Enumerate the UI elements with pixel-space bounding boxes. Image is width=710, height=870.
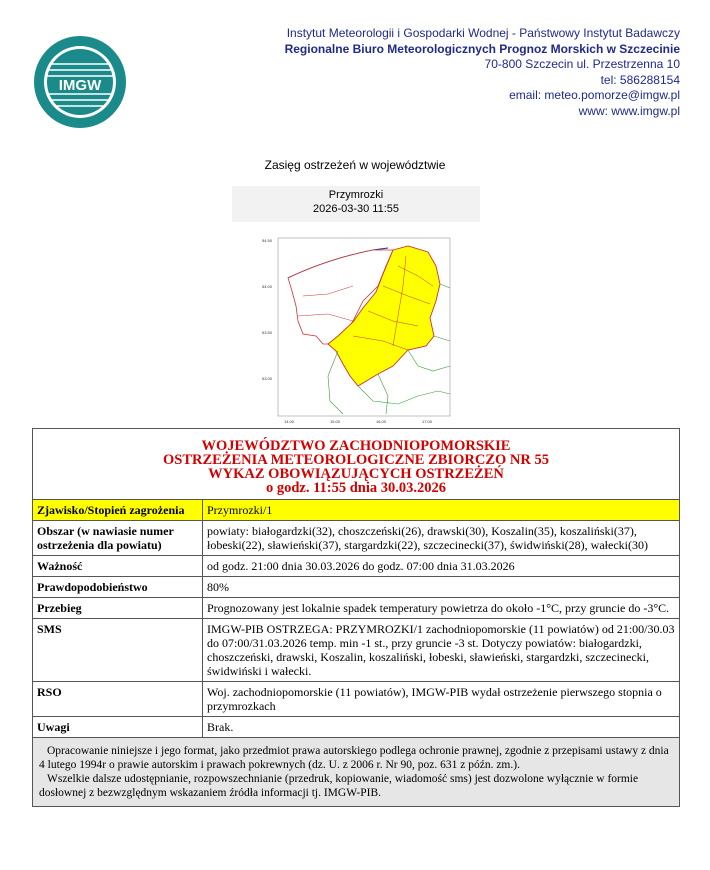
range-title: Zasięg ostrzeżeń w województwie xyxy=(264,158,446,172)
header-email[interactable]: email: meteo.pomorze@imgw.pl xyxy=(509,88,680,102)
svg-text:17.00: 17.00 xyxy=(422,419,433,424)
title-line-time: o godz. 11:55 dnia 30.03.2026 xyxy=(265,480,447,496)
row-value: od godz. 21:00 dnia 30.03.2026 do godz. 07:00 dnia 31.03.2026 xyxy=(203,556,680,577)
svg-text:15.00: 15.00 xyxy=(330,419,341,424)
title-line-number: OSTRZEŻENIA METEOROLOGICZNE ZBIORCZO NR 55 xyxy=(163,452,549,468)
table-row xyxy=(33,500,680,521)
row-label: Zjawisko/Stopień zagrożenia xyxy=(33,500,203,521)
svg-text:IMGW: IMGW xyxy=(58,77,102,94)
row-value: powiaty: białogardzki(32), choszczeński(26), drawski(30), Koszalin(35), koszaliński(37), łobeski(22), sławieński(37), stargardzki(22), szczecinecki(37), świdwiński(28), wałecki(30) xyxy=(203,521,680,556)
row-label: Uwagi xyxy=(33,717,203,738)
svg-text:14.00: 14.00 xyxy=(284,419,295,424)
warning-title xyxy=(33,429,680,500)
svg-text:54.50: 54.50 xyxy=(262,238,273,243)
title-line-region: WOJEWÓDZTWO ZACHODNIOPOMORSKIE xyxy=(201,438,511,454)
svg-text:16.00: 16.00 xyxy=(376,419,387,424)
table-row xyxy=(33,577,680,598)
table-row xyxy=(33,619,680,682)
row-label: SMS xyxy=(33,619,203,682)
table-row xyxy=(33,598,680,619)
row-value: Przymrozki/1 xyxy=(203,500,680,521)
header-phone: tel: 586288154 xyxy=(600,72,680,87)
row-value: Prognozowany jest lokalnie spadek temperatury powietrza do około -1°C, przy gruncie do -3°C. xyxy=(203,598,680,619)
header-institute-name: Instytut Meteorologii i Gospodarki Wodnej - Państwowy Instytut Badawczy xyxy=(286,26,680,40)
title-line-list: WYKAZ OBOWIĄZUJĄCYCH OSTRZEŻEŃ xyxy=(208,466,504,482)
row-label: RSO xyxy=(33,682,203,717)
row-value: IMGW-PIB OSTRZEGA: PRZYMROZKI/1 zachodniopomorskie (11 powiatów) od 21:00/30.03 do 07:00/31.03.2026 temp. min -1 st., przy gruncie -3 st. Dotyczy powiatów: białogardzki, choszczeński, drawski, Koszalin, koszaliński, łobeski, sławieński, stargardzki, szczecinecki, świdwiński i wałecki. xyxy=(203,619,680,682)
copyright-notice xyxy=(33,738,680,807)
map-datetime: 2026-03-30 11:55 xyxy=(312,203,400,215)
warning-table xyxy=(32,428,680,807)
row-label: Przebieg xyxy=(33,598,203,619)
row-label: Obszar (w nawiasie numer ostrzeżenia dla powiatu) xyxy=(33,521,203,556)
row-value: 80% xyxy=(203,577,680,598)
redistribution-paragraph: Wszelkie dalsze udostępnianie, rozpowszechnianie (przedruk, kopiowanie, wiadomość sms) jest dozwolone wyłącznie w formie dosłownej z bezwzględnym wskazaniem źródła informacji tj. IMGW-PIB. xyxy=(39,773,639,799)
header-website[interactable]: www: www.imgw.pl xyxy=(578,103,680,118)
svg-text:53.00: 53.00 xyxy=(262,376,273,381)
table-row xyxy=(33,521,680,556)
map-caption xyxy=(232,186,480,222)
header-address: 70-800 Szczecin ul. Przestrzenna 10 xyxy=(484,57,680,71)
table-row xyxy=(33,717,680,738)
copyright-paragraph: Opracowanie niniejsze i jego format, jako przedmiot prawa autorskiego podlega ochronie prawnej, zgodnie z przepisami ustawy z dnia 4 lutego 1994r o prawie autorskim i prawach pokrewnych (dz. U. z 2006 r. Nr 90, poz. 631 z późn. zm.). xyxy=(39,745,669,771)
svg-text:53.50: 53.50 xyxy=(262,330,273,335)
map-phenomenon: Przymrozki xyxy=(328,189,384,201)
institute-header xyxy=(285,26,680,119)
svg-text:54.00: 54.00 xyxy=(262,284,273,289)
row-label: Ważność xyxy=(33,556,203,577)
table-row xyxy=(33,682,680,717)
row-label: Prawdopodobieństwo xyxy=(33,577,203,598)
imgw-logo xyxy=(32,34,128,130)
header-office-name: Regionalne Biuro Meteorologicznych Prognoz Morskich w Szczecinie xyxy=(284,41,680,56)
warning-map xyxy=(258,226,458,426)
row-value: Brak. xyxy=(203,717,680,738)
table-row xyxy=(33,556,680,577)
row-value: Woj. zachodniopomorskie (11 powiatów), IMGW-PIB wydał ostrzeżenie pierwszego stopnia o przymrozkach xyxy=(203,682,680,717)
